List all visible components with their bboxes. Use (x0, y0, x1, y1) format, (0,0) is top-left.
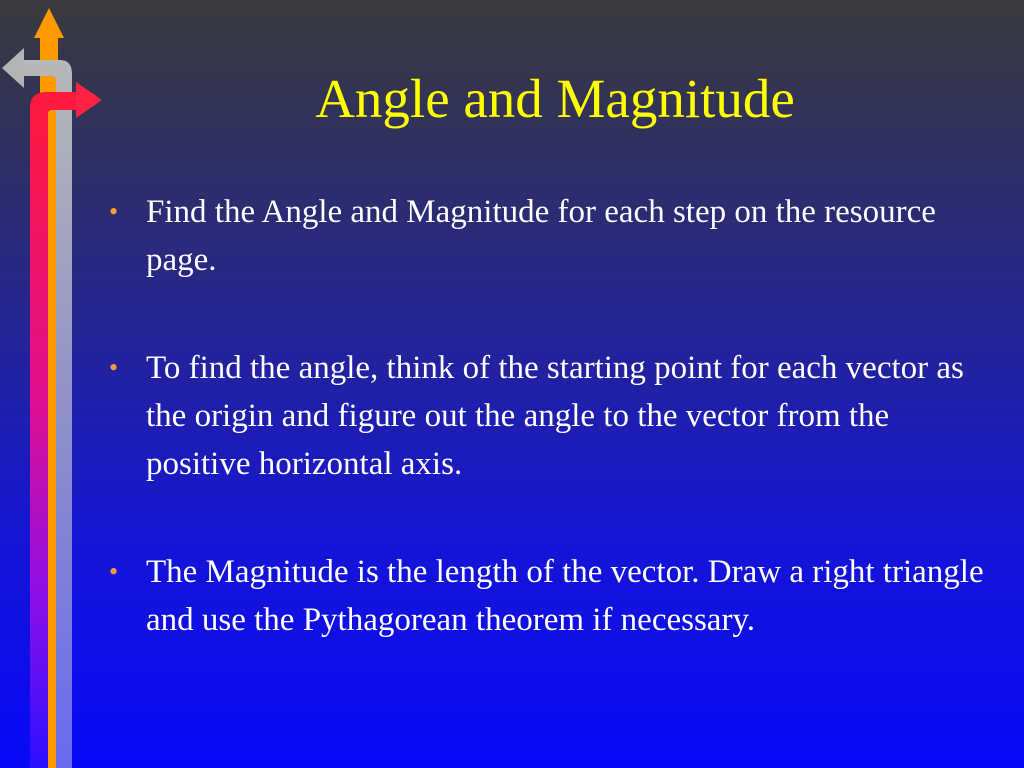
bullet-marker-icon: • (109, 197, 119, 226)
bullet-marker-icon: • (109, 353, 119, 382)
bullet-marker-icon: • (109, 557, 119, 586)
bullet-text: To find the angle, think of the starting point for each vector as the origin and figure out the angle to the vector from the positive horizontal axis. (146, 350, 964, 482)
decorative-arrows (0, 0, 110, 768)
bullet-item (106, 188, 986, 284)
bullet-text: The Magnitude is the length of the vector. Draw a right triangle and use the Pythagorean theorem if necessary. (146, 554, 984, 638)
bullet-list (106, 188, 986, 644)
bullet-item (106, 344, 986, 488)
bullet-item (106, 548, 986, 644)
bullet-text: Find the Angle and Magnitude for each step on the resource page. (146, 194, 936, 278)
slide-title: Angle and Magnitude (315, 68, 795, 129)
